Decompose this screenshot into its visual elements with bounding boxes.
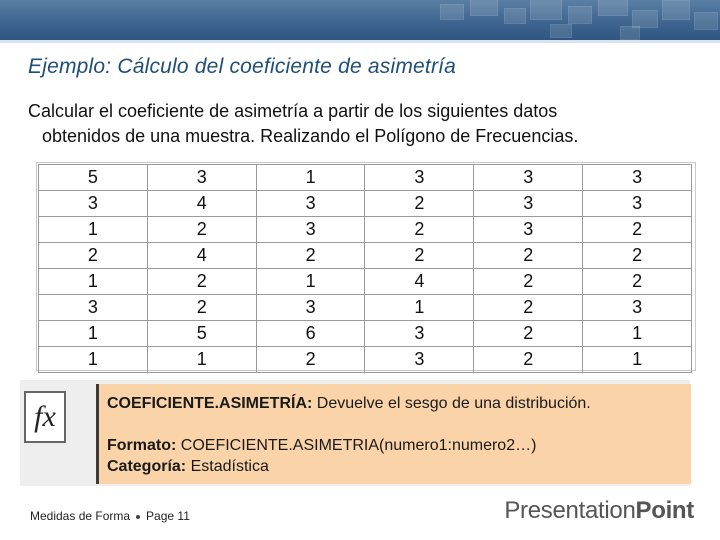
table-cell: 3 (365, 347, 474, 373)
table-cell: 2 (583, 243, 692, 269)
footer-page: Page 11 (146, 509, 190, 523)
footer-section: Medidas de Forma (30, 509, 131, 523)
table-cell: 4 (147, 243, 256, 269)
table-cell: 2 (474, 321, 583, 347)
fx-icon-text: fx (34, 400, 56, 433)
bullet-icon (136, 515, 140, 519)
function-format-label: Formato: (107, 437, 177, 454)
table-row (39, 191, 692, 217)
table-cell: 1 (39, 269, 148, 295)
table-cell: 3 (39, 295, 148, 321)
header-decoration (400, 0, 720, 40)
table-cell: 3 (474, 165, 583, 191)
function-format-line (107, 437, 536, 455)
function-description: Devuelve el sesgo de una distribución. (316, 395, 591, 412)
table-cell: 3 (474, 217, 583, 243)
function-description-panel (96, 384, 691, 484)
table-cell: 3 (583, 191, 692, 217)
intro-line-1: Calcular el coeficiente de asimetría a partir de los siguientes datos (28, 101, 558, 121)
table-row (39, 347, 692, 373)
table-cell: 1 (39, 217, 148, 243)
table-cell: 1 (39, 321, 148, 347)
table-cell: 1 (39, 347, 148, 373)
table-cell: 4 (365, 269, 474, 295)
function-category-value: Estadística (190, 458, 269, 475)
footer-text (30, 509, 190, 523)
table-cell: 3 (39, 191, 148, 217)
table-cell: 1 (256, 269, 365, 295)
table-cell: 3 (256, 217, 365, 243)
brand-logo (504, 497, 694, 525)
table-row (39, 165, 692, 191)
table-cell: 2 (365, 243, 474, 269)
table-cell: 4 (147, 191, 256, 217)
brand-bold: Point (635, 497, 694, 524)
function-format-value: COEFICIENTE.ASIMETRIA(numero1:numero2…) (180, 437, 537, 454)
data-table (38, 164, 692, 373)
table-row (39, 321, 692, 347)
table-cell: 2 (474, 347, 583, 373)
table-cell: 3 (474, 191, 583, 217)
table-row (39, 269, 692, 295)
table-cell: 2 (147, 295, 256, 321)
slide-title: Ejemplo: Cálculo del coeficiente de asimetría (28, 55, 457, 78)
brand-regular: Presentation (504, 497, 636, 524)
table-cell: 3 (583, 295, 692, 321)
table-cell: 2 (365, 191, 474, 217)
table-cell: 2 (147, 269, 256, 295)
table-cell: 3 (256, 191, 365, 217)
header-bar (0, 0, 720, 40)
table-cell: 2 (147, 217, 256, 243)
table-cell: 2 (39, 243, 148, 269)
table-cell: 5 (39, 165, 148, 191)
table-cell: 2 (365, 217, 474, 243)
table-row (39, 243, 692, 269)
table-cell: 1 (256, 165, 365, 191)
function-name-line (107, 395, 591, 413)
table-cell: 2 (583, 217, 692, 243)
function-category-label: Categoría: (107, 458, 187, 475)
function-name-label: COEFICIENTE.ASIMETRÍA: (107, 395, 313, 412)
function-category-line (107, 458, 269, 476)
table-cell: 6 (256, 321, 365, 347)
table-cell: 2 (256, 243, 365, 269)
table-cell: 1 (583, 321, 692, 347)
table-cell: 1 (583, 347, 692, 373)
table-cell: 3 (147, 165, 256, 191)
table-cell: 3 (583, 165, 692, 191)
table-cell: 3 (256, 295, 365, 321)
table-cell: 2 (256, 347, 365, 373)
table-cell: 1 (365, 295, 474, 321)
table-cell: 2 (583, 269, 692, 295)
intro-text (28, 99, 688, 149)
table-cell: 1 (147, 347, 256, 373)
table-cell: 2 (474, 295, 583, 321)
header-separator (0, 40, 720, 43)
table-cell: 2 (474, 269, 583, 295)
table-cell: 3 (365, 321, 474, 347)
table-row (39, 295, 692, 321)
intro-line-2: obtenidos de una muestra. Realizando el Polígono de Frecuencias. (42, 126, 579, 146)
table-row (39, 217, 692, 243)
table-cell: 3 (365, 165, 474, 191)
table-cell: 5 (147, 321, 256, 347)
table-cell: 2 (474, 243, 583, 269)
fx-icon (24, 391, 66, 443)
